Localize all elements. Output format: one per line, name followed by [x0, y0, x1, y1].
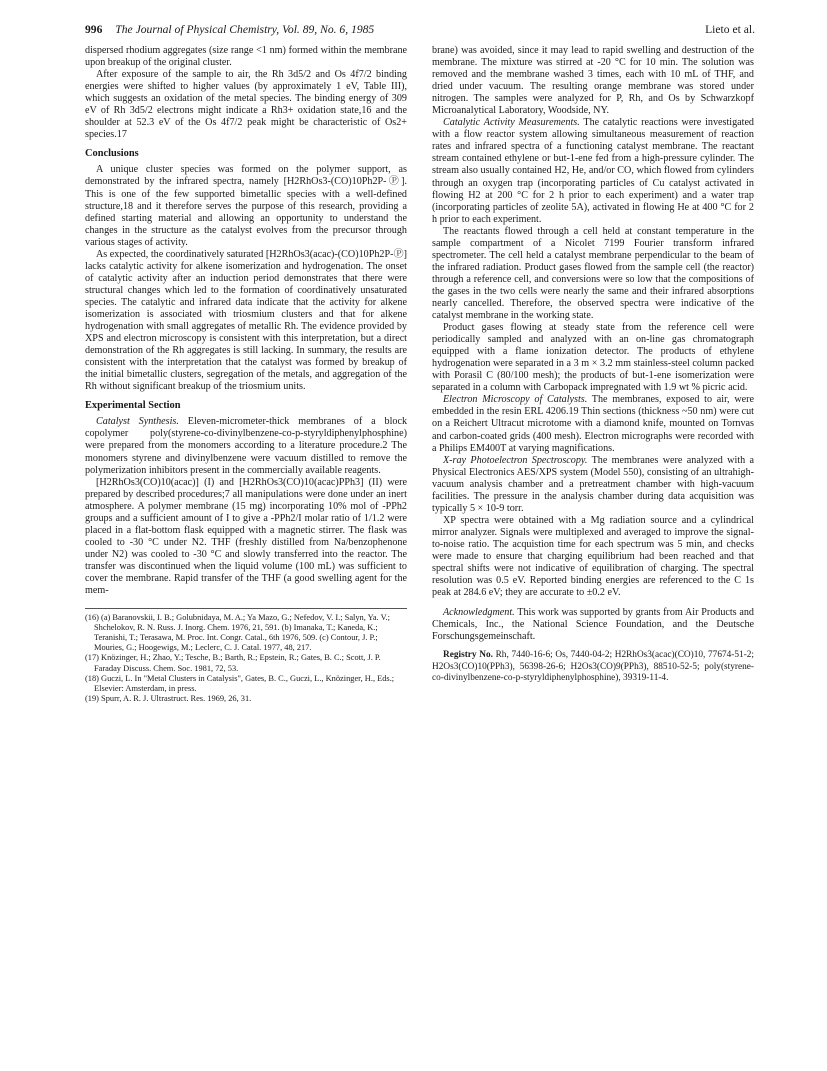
body-paragraph: dispersed rhodium aggregates (size range <1 nm) formed within the membrane upon breakup of the original cluster. [85, 45, 407, 69]
paragraph-text: Rh, 7440-16-6; Os, 7440-04-2; H2RhOs3(acac)(CO)10, 77674-51-2; H2Os3(CO)10(PPh3), 56398-26-6; H2Os3(CO)9(PPh3), 88510-52-5; poly(styrene-co-divinylbenzene-co-p-styryldiphenylphosphine), 39319-11-4. [432, 650, 754, 683]
paragraph-text: The catalytic reactions were investigated with a flow reactor system allowing simultaneous measurement of reaction rates and infrared spectra of a functioning catalyst membrane. The reactant stream contained ethylene or but-1-ene fed from a high-pressure cylinder. The stream also usually contained H2, He, and/or CO, which flowed from cylinders through an oxygen trap (incorporating particles of Cu catalyst activated in flowing H2 at 200 °C for 2 h prior to each experiment) and a water trap (incorporating particles of zeolite 5A), activated in flowing He at 400 °C for 2 h prior to each experiment. [432, 117, 754, 225]
body-paragraph: Product gases flowing at steady state from the reference cell were periodically sampled and analyzed with an on-line gas chromatograph equipped with a flame ionization detector. The products of ethylene hydrogenation were separated in a 3 m × 3.2 mm stainless-steel column packed with Porasil C (80/100 mesh); the products of but-1-ene isomerization were separated in a column with Carbopack impregnated with 1.9 wt % picric acid. [432, 322, 754, 394]
reference-item: (18) Guczi, L. In "Metal Clusters in Catalysis", Gates, B. C., Guczi, L., Knözinger, H., Eds.; Elsevier: Amsterdam, in press. [85, 673, 395, 693]
registry-paragraph [432, 650, 754, 684]
body-paragraph: As expected, the coordinatively saturated [H2RhOs3(acac)-(CO)10Ph2P-Ⓟ] lacks catalytic activity for alkene isomerization and hydrogenation. The onset of catalytic activity after an induction period demonstrates that there were structural changes which led to the formation of coordinatively unsaturated species. The catalytic and infrared data indicate that the activity for alkene isomerization is associated with triosmium clusters and that for alkene hydrogenation with small aggregates of metallic Rh. The evidence provided by XPS and electron microscopy is consistent with this interpretation, but a direct demonstration of the Rh aggregates is still lacking. In summary, the results are consistent with the interpretation that the catalyst was formed by breakup of the initial bimetallic clusters, segregation of the metals, and aggregation of the Rh without significant breakup of the triosmium units. [85, 248, 407, 393]
running-header [85, 22, 755, 38]
subsection-runin-heading: Electron Microscopy of Catalysts. [443, 394, 588, 406]
registry-label: Registry No. [443, 650, 493, 661]
acknowledgment-label: Acknowledgment. [443, 607, 515, 619]
body-paragraph: The reactants flowed through a cell held at constant temperature in the sample compartment of a Nicolet 7199 Fourier transform infrared spectrometer. The cell held a catalyst membrane perpendicular to the beam of the infrared radiation. Product gases flowed from the sample cell (the reactor) through a reference cell, and conversions were so low that the compositions of the gases in the two cells were nearly the same and their infrared absorptions nearly cancelled. Therefore, the observed spectra were indicative of the catalyst membrane in the working state. [432, 225, 754, 322]
paragraph-text: This work was supported by grants from Air Products and Chemicals, Inc., the National Science Foundation, and the Deutsche Forschungsgemeinschaft. [432, 607, 754, 643]
section-heading-experimental: Experimental Section [85, 400, 181, 412]
paragraph-text: Eleven-micrometer-thick membranes of a block copolymer poly(styrene-co-divinylbenzene-co-p-styryldiphenylphosphine) were prepared from the monomers according to a literature procedure.2 The monomers styrene and divinylbenzene were vacuum distilled to remove the polymerization inhibitors present in the commercially available reagents. [85, 416, 408, 476]
paragraph-text: The membranes were analyzed with a Physical Electronics AES/XPS system (Model 550), consisting of an ultrahigh-vacuum analysis chamber and a pretreatment chamber with high-vacuum facilities. The pressure in the analysis chamber during data acquisition was typically 5 × 10-9 torr. [432, 454, 754, 514]
subsection-runin-heading: Catalyst Synthesis. [96, 416, 179, 428]
body-paragraph [432, 455, 754, 515]
reference-item: (17) Knözinger, H.; Zhao, Y.; Tesche, B.; Barth, R.; Epstein, R.; Gates, B. C.; Scott, J. P. Faraday Discuss. Chem. Soc. 1981, 72, 53. [85, 653, 381, 673]
footnote-references [85, 608, 407, 704]
subsection-runin-heading: X-ray Photoelectron Spectroscopy. [443, 454, 588, 466]
section-heading-conclusions: Conclusions [85, 148, 139, 160]
left-column [85, 45, 407, 704]
journal-citation: The Journal of Physical Chemistry, Vol. 89, No. 6, 1985 [115, 23, 375, 36]
reference-item: (16) (a) Baranovskii, I. B.; Golubnidaya, M. A.; Ya Mazo, G.; Nefedov, V. I.; Salyn, Ya. V.; Shchelokov, R. N. Russ. J. Inorg. Chem. 1976, 21, 591. (b) Imanaka, T.; Kaneda, K.; Teranishi, T.; Terasawa, M. Proc. Int. Congr. Catal., 6th 1976, 509. (c) Contour, J. P.; Mouries, G.; Hoogewigs, M.; Leclerc, C. J. Catal. 1977, 48, 217. [85, 613, 390, 653]
body-paragraph: [H2RhOs3(CO)10(acac)] (I) and [H2RhOs3(CO)10(acac)PPh3] (II) were prepared by described procedures;7 all manipulations were done under an inert atmosphere. A polymer membrane (15 mg) incorporating 10% mol of -PPh2 groups and a sufficient amount of I to give a -PPh2/I molar ratio of 1/1.2 were placed in a flat-bottom flask equipped with a magnetic stirrer. The flask was cooled to -30 °C under N2. THF (freshly distilled from Na/benzophenone under N2) was cooled to -30 °C and slowly transferred into the reactor. The transfer was discontinued when the liquid volume (100 mL) was sufficient to cover the membrane. Rapid transfer of the THF (a good swelling agent for the mem- [85, 476, 407, 597]
registry-numbers [432, 650, 754, 684]
body-paragraph: XP spectra were obtained with a Mg radiation source and a cylindrical mirror analyzer. Signals were multiplexed and averaged to improve the signal-to-noise ratio. The acquistion time for each spectrum was 5 min, and checks were made to ensure that charging equilibrium had been reached and that spectral shifts were not indicative of equilibration of charging. The spectral resolution was 0.5 eV. Reported binding energies are referenced to the C 1s peak at 284.6 eV; they are accurate to ±0.2 eV. [432, 514, 754, 599]
body-paragraph [432, 394, 754, 454]
right-column [432, 45, 754, 684]
body-paragraph: brane) was avoided, since it may lead to rapid swelling and destruction of the membrane. The mixture was stirred at -20 °C for 10 min. The solution was removed and the membrane washed 3 times, each with 10 mL of THF, and dried under vacuum. The resulting orange membrane was stored under nitrogen. The samples were analyzed for P, Rh, and Os by Schwarzkopf Microanalytical Laboratory, Woodside, NY. [432, 45, 754, 117]
reference-item: (19) Spurr, A. R. J. Ultrastruct. Res. 1969, 26, 31. [85, 693, 252, 703]
body-paragraph [85, 416, 407, 476]
page-number: 996 [85, 23, 103, 36]
body-paragraph: After exposure of the sample to air, the Rh 3d5/2 and Os 4f7/2 binding energies were shifted to higher values (by approximately 1 eV, Table III), which suggests an oxidation of the metal species. The binding energy of 309 eV of Rh 3d5/2 electrons might indicate a Rh3+ oxidation state,16 and the shoulder at 52.3 eV of the Os 4f7/2 peak might be characteristic of Os2+ species.17 [85, 69, 407, 141]
body-paragraph: A unique cluster species was formed on the polymer support, as demonstrated by the infrared spectra, namely [H2RhOs3-(CO)10Ph2P-Ⓟ]. This is one of the few supported bimetallic species with a well-defined structure,18 and it therefore serves the purpose of this research, providing a defined starting material and allowing an opportunity to understand the changes in the structure as the catalyst evolves from the precursor through various stages of activity. [85, 164, 407, 248]
body-paragraph [432, 117, 754, 225]
acknowledgment-paragraph [432, 607, 754, 643]
author-running-head: Lieto et al. [705, 23, 755, 36]
paragraph-text: The membranes, exposed to air, were embedded in the resin ERL 4206.19 Thin sections (thickness ~50 nm) were cut on a Reichert Ultracut microtome with a diamond knife, mounted on Tornvas and carbon-coated grids (400 mesh). Electron micrographs were recorded with a Philips EM400T at varying magnifications. [432, 394, 754, 454]
subsection-runin-heading: Catalytic Activity Measurements. [443, 117, 580, 129]
